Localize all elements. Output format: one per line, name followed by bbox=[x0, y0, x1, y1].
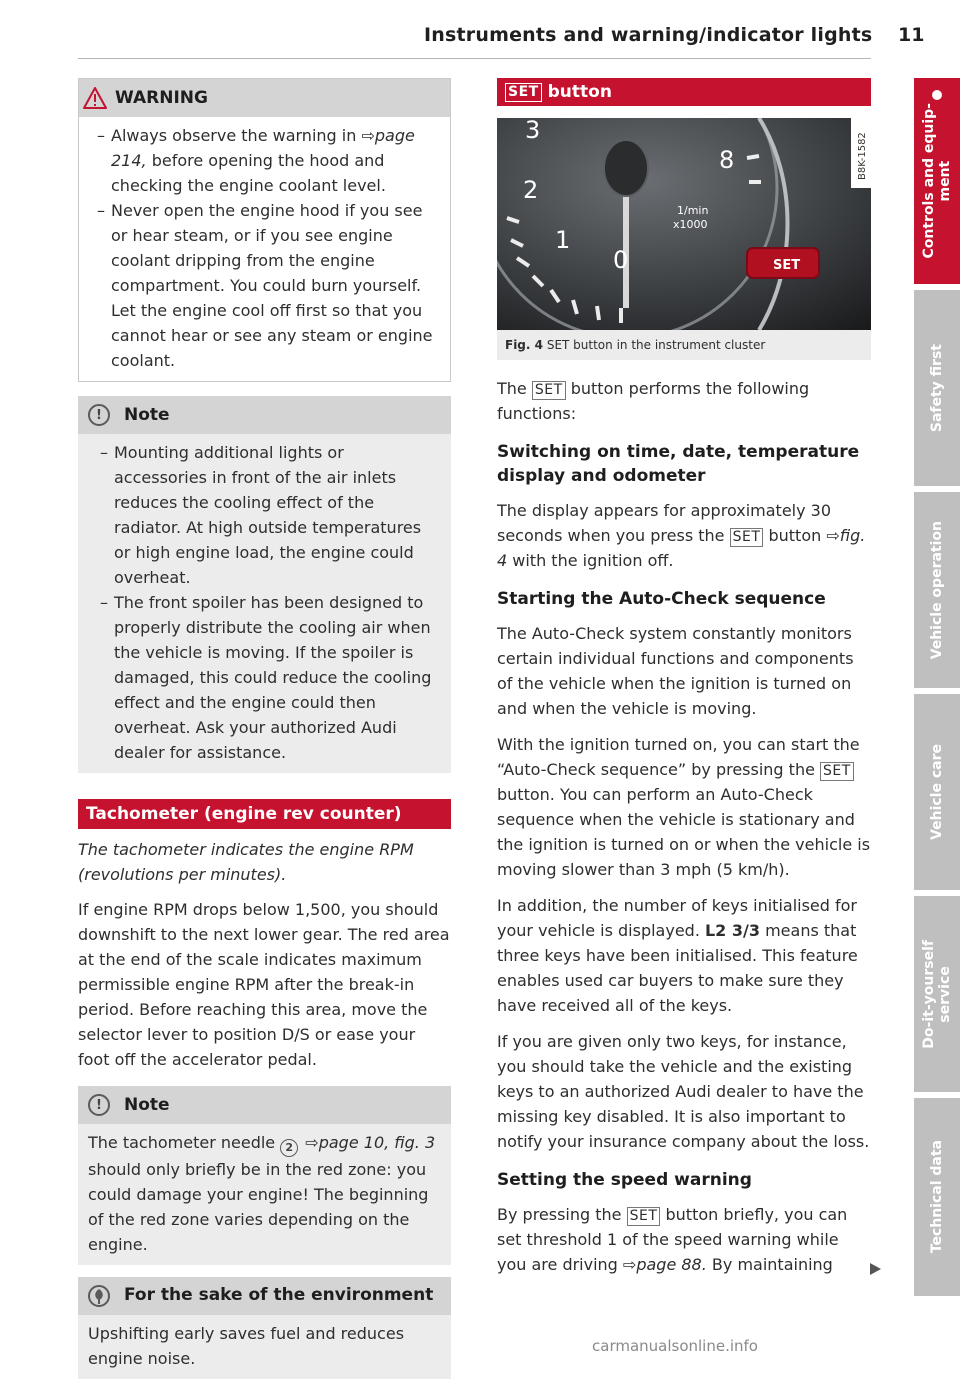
environment-box bbox=[78, 1277, 451, 1379]
note-text: The tachometer needle bbox=[88, 1133, 281, 1152]
set-key-label: SET bbox=[730, 528, 764, 547]
note-text: should only briefly be in the red zone: you could damage your engine! The beginning of the red zone varies depending on the engine. bbox=[88, 1159, 429, 1254]
body-text: means that three keys have been initialised. This feature enables used car buyers to make sure they have received all of the keys. bbox=[497, 921, 858, 1015]
environment-title: For the sake of the environment bbox=[124, 1285, 434, 1305]
tab-label: Vehicle operation bbox=[929, 520, 945, 660]
list-item: – The front spoiler has been designed to properly distribute the cooling air when the vehicle is moving. If the spoiler is damaged, this could reduce the cooling effect and the engine could then overheat. Ask your authorized Audi dealer for assistance. bbox=[88, 590, 439, 765]
set-key-label: SET bbox=[532, 381, 566, 400]
subheading-switching-on: Switching on time, date, temperature display and odometer bbox=[497, 442, 860, 486]
tab-label: Controls and equip- ment bbox=[921, 103, 953, 259]
warning-header bbox=[79, 79, 450, 117]
body-text: button bbox=[763, 526, 827, 545]
set-key-label: SET bbox=[820, 762, 854, 781]
unit-label-multiplier: x1000 bbox=[673, 218, 708, 231]
watermark: carmanualsonline.info bbox=[592, 1337, 758, 1355]
set-key-label: SET bbox=[627, 1207, 661, 1226]
body-text: with the ignition off. bbox=[507, 551, 674, 570]
auto-check-text-3 bbox=[497, 893, 871, 1018]
page-reference[interactable]: ⇨page 88. bbox=[622, 1255, 707, 1274]
body-text: In addition, the number of keys initialised for your vehicle is displayed. bbox=[497, 896, 858, 940]
figure-reference[interactable]: ⇨fig. 4 bbox=[497, 526, 866, 570]
header-divider bbox=[78, 58, 871, 59]
warning-text: before opening the hood and checking the engine coolant level. bbox=[111, 151, 386, 195]
set-intro bbox=[497, 376, 871, 426]
tab-controls-and-equipment[interactable] bbox=[914, 78, 960, 284]
note-title: Note bbox=[124, 1094, 170, 1115]
auto-check-text-2 bbox=[497, 732, 871, 882]
set-button-label: SET bbox=[773, 258, 801, 273]
switching-on-text bbox=[497, 498, 871, 573]
figure-code: B8K-1582 bbox=[857, 132, 868, 180]
environment-text: Upshifting early saves fuel and reduces engine noise. bbox=[88, 1323, 405, 1368]
body-text: button. You can perform an Auto-Check sequence when the vehicle is stationary and the ignition is turned on or when the vehicle is moving slower than 3 mph (5 km/h). bbox=[497, 785, 871, 879]
page-number: 11 bbox=[898, 24, 925, 46]
figure-caption-label: Fig. 4 bbox=[505, 338, 543, 352]
continue-arrow-icon bbox=[868, 1262, 882, 1276]
note-box bbox=[78, 1086, 451, 1265]
list-item: – Mounting additional lights or accessories in front of the air inlets reduces the cooling effect of the radiator. At high outside temperatures or high engine load, the engine could overheat. bbox=[88, 440, 439, 590]
section-heading-set-button bbox=[497, 78, 871, 106]
exclamation-icon: ! bbox=[88, 404, 110, 426]
tachometer-body: If engine RPM drops below 1,500, you should downshift to the next lower gear. The red area at the end of the scale indicates maximum permissible engine RPM after the break-in period. Before reaching this area, move the selector lever to position D/S or ease your foot off the accelerator pedal. bbox=[78, 900, 450, 1069]
dial-number-1: 1 bbox=[555, 226, 571, 254]
body-text: With the ignition turned on, you can start the “Auto-Check sequence” by pressing the bbox=[497, 735, 860, 779]
environment-header bbox=[78, 1277, 451, 1315]
speed-warning-text bbox=[497, 1202, 871, 1277]
note-header bbox=[78, 396, 451, 434]
tab-vehicle-care[interactable] bbox=[914, 694, 960, 890]
note-box bbox=[78, 396, 451, 773]
leaf-icon bbox=[88, 1285, 110, 1307]
heading-text: button bbox=[547, 81, 612, 102]
warning-title: WARNING bbox=[115, 87, 208, 108]
unit-label-rpm: 1/min bbox=[677, 204, 709, 217]
warning-box bbox=[78, 78, 451, 382]
warning-triangle-icon bbox=[83, 87, 107, 109]
dial-number-8: 8 bbox=[719, 146, 735, 174]
note-header bbox=[78, 1086, 451, 1124]
body-text: The bbox=[497, 379, 532, 398]
body-text: By pressing the bbox=[497, 1205, 627, 1224]
tab-label: Vehicle care bbox=[929, 744, 945, 840]
note-body bbox=[78, 1124, 451, 1265]
tab-label: Safety first bbox=[929, 343, 945, 433]
body-text: button briefly, you can set threshold 1 of the speed warning while you are driving bbox=[497, 1205, 848, 1274]
warning-text: Always observe the warning in bbox=[111, 126, 362, 145]
tab-vehicle-operation[interactable] bbox=[914, 492, 960, 688]
tab-do-it-yourself-service[interactable] bbox=[914, 896, 960, 1092]
environment-body bbox=[78, 1315, 451, 1379]
body-text: The display appears for approximately 30 seconds when you press the bbox=[497, 501, 832, 545]
key-count-display: L2 3/3 bbox=[704, 921, 760, 940]
tachometer-intro: The tachometer indicates the engine RPM (revolutions per minutes). bbox=[78, 840, 414, 884]
exclamation-icon: ! bbox=[88, 1094, 110, 1116]
dial-number-3: 3 bbox=[525, 118, 541, 144]
set-key-label: SET bbox=[505, 83, 542, 102]
dial-number-0: 0 bbox=[613, 246, 629, 274]
right-column bbox=[497, 78, 871, 1277]
dial-number-2: 2 bbox=[523, 176, 539, 204]
body-text: button performs the following functions: bbox=[497, 379, 810, 423]
page-reference[interactable]: ⇨page 10, fig. 3 bbox=[300, 1133, 436, 1152]
note-title: Note bbox=[124, 404, 170, 425]
auto-check-text-1: The Auto-Check system constantly monitors certain individual functions and components of the vehicle when the ignition is turned on and when the vehicle is moving. bbox=[497, 624, 854, 718]
tab-label: Do-it-yourself service bbox=[921, 939, 953, 1049]
left-column bbox=[78, 78, 451, 1379]
note-body bbox=[78, 434, 451, 773]
page-header-title: Instruments and warning/indicator lights bbox=[424, 24, 873, 46]
body-text: By maintaining bbox=[706, 1255, 833, 1274]
list-item bbox=[85, 123, 438, 198]
figure-4 bbox=[497, 118, 871, 360]
figure-caption bbox=[497, 330, 871, 356]
tab-technical-data[interactable] bbox=[914, 1098, 960, 1296]
callout-number-icon: 2 bbox=[280, 1139, 298, 1157]
tab-safety-first[interactable] bbox=[914, 290, 960, 486]
figure-caption-text: SET button in the instrument cluster bbox=[546, 338, 766, 352]
page-reference[interactable]: ⇨page 214, bbox=[111, 126, 415, 170]
auto-check-text-4: If you are given only two keys, for instance, you should take the vehicle and the existing keys to an authorized Audi dealer to have the missing key disabled. It is also important to notify your insurance company about the loss. bbox=[497, 1032, 870, 1151]
subheading-speed-warning: Setting the speed warning bbox=[497, 1170, 752, 1190]
list-item: – Never open the engine hood if you see or hear steam, or if you see engine coolant dripping from the engine compartment. You could burn yourself. Let the engine cool off first so that you cannot hear or see any steam or engine coolant. bbox=[85, 198, 438, 373]
subheading-auto-check: Starting the Auto-Check sequence bbox=[497, 589, 826, 609]
tab-label: Technical data bbox=[929, 1140, 945, 1254]
tab-marker-icon bbox=[932, 90, 942, 100]
section-heading-tachometer: Tachometer (engine rev counter) bbox=[78, 799, 451, 829]
instrument-cluster-image bbox=[497, 118, 871, 330]
warning-body bbox=[79, 117, 450, 381]
